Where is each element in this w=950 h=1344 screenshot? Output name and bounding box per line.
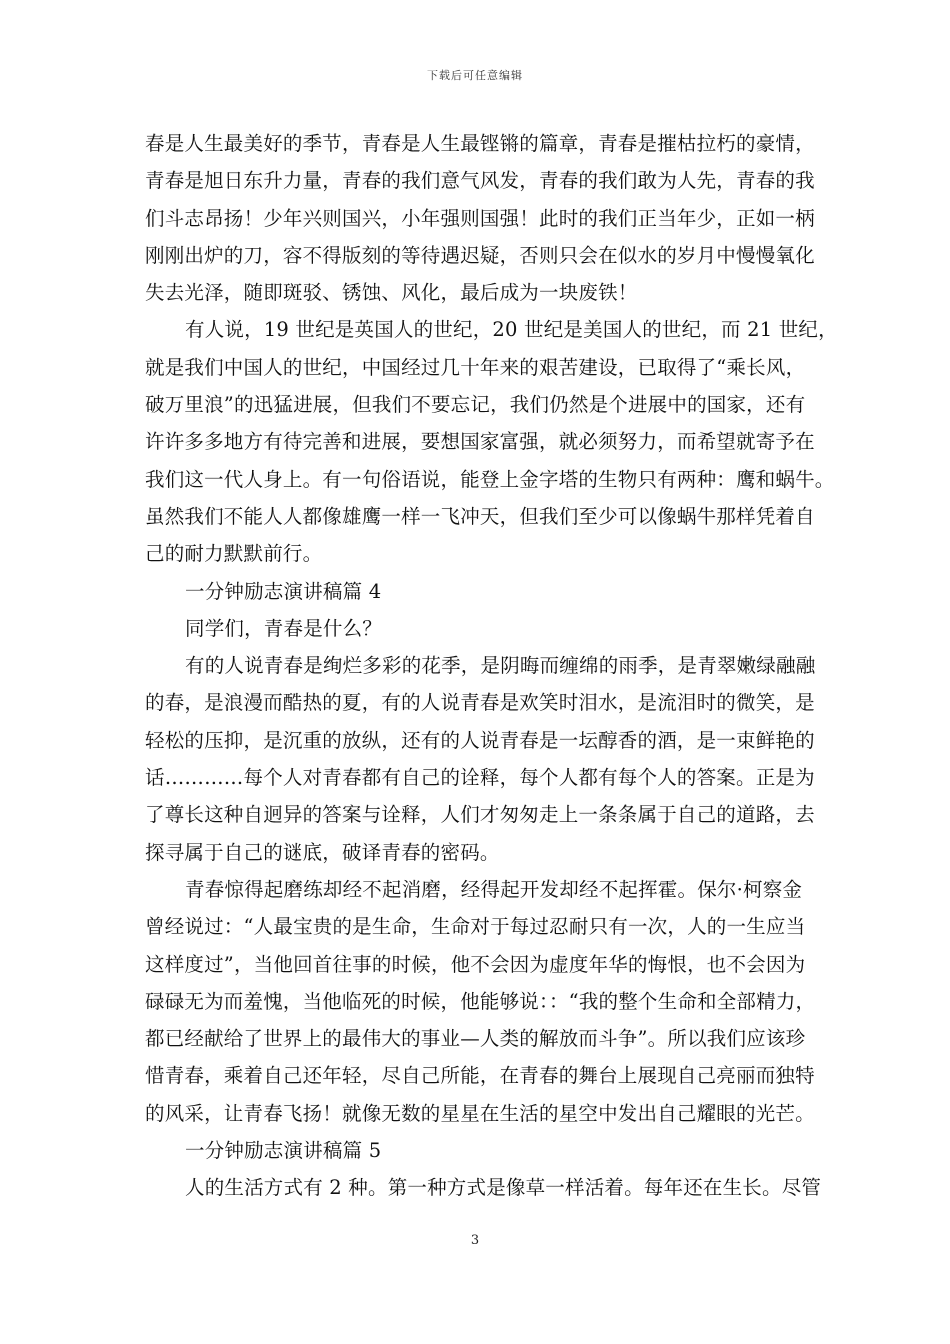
- text-line: 破万里浪”的迅猛进展，但我们不要忘记，我们仍然是个进展中的国家，还有: [145, 393, 806, 417]
- text-line: 就是我们中国人的世纪，中国经过几十年来的艰苦建设，已取得了“乘长风，: [145, 355, 806, 379]
- document-body: [145, 125, 838, 1207]
- text-line: 探寻属于自己的谜底，破译青春的密码。: [145, 840, 500, 864]
- text-line: 的春，是浪漫而酷热的夏，有的人说青春是欢笑时泪水，是流泪时的微笑，是: [145, 691, 815, 715]
- text-line: 同学们，青春是什么？: [185, 616, 383, 640]
- text-line: 碌碌无为而羞愧，当他临死的时候，他能够说：：“我的整个生命和全部精力，: [145, 989, 816, 1013]
- page-header: 下载后可任意编辑: [427, 69, 523, 82]
- text-line: 春是人生最美好的季节，青春是人生最铿锵的篇章，青春是摧枯拉朽的豪情，: [145, 132, 815, 155]
- text-line: 轻松的压抑，是沉重的放纵，还有的人说青春是一坛醇香的酒，是一束鲜艳的: [145, 728, 815, 752]
- text-line: 有的人说青春是绚烂多彩的花季，是阴晦而缠绵的雨季，是青翠嫩绿融融: [185, 654, 816, 678]
- section-heading: 一分钟励志演讲稿篇 4: [185, 579, 382, 603]
- text-line: 话…………每个人对青春都有自己的诠释，每个人都有每个人的答案。正是为: [145, 766, 815, 790]
- text-line: 曾经说过：“人最宝贵的是生命，生命对于每过忍耐只有一次，人的一生应当: [145, 915, 806, 939]
- text-line: 我们这一代人身上。有一句俗语说，能登上金字塔的生物只有两种：鹰和蜗牛。: [145, 467, 835, 491]
- page-number: 3: [470, 1233, 480, 1248]
- text-line: 了尊长这种自迥异的答案与诠释，人们才匆匆走上一条条属于自己的道路，去: [145, 803, 815, 827]
- text-line: 们斗志昂扬！少年兴则国兴，小年强则国强！此时的我们正当年少，正如一柄: [145, 206, 815, 230]
- text-line: 的风采，让青春飞扬！就像无数的星星在生活的星空中发出自己耀眼的光芒。: [145, 1101, 815, 1125]
- text-line: 许许多多地方有待完善和进展，要想国家富强，就必须努力，而希望就寄予在: [145, 430, 815, 454]
- text-line: 惜青春，乘着自己还年轻，尽自己所能，在青春的舞台上展现自己亮丽而独特: [145, 1064, 815, 1088]
- text-line: 有人说，19 世纪是英国人的世纪，20 世纪是美国人的世纪，而 21 世纪，: [185, 318, 838, 342]
- section-heading: 一分钟励志演讲稿篇 5: [185, 1139, 382, 1163]
- text-line: 己的耐力默默前行。: [145, 542, 323, 566]
- text-line: 人的生活方式有 2 种。第一种方式是像草一样活着。每年还在生长。尽管: [185, 1176, 822, 1200]
- text-line: 刚刚出炉的刀，容不得版刻的等待遇迟疑，否则只会在似水的岁月中慢慢氧化: [145, 243, 815, 267]
- text-line: 青春惊得起磨练却经不起消磨，经得起开发却经不起挥霍。保尔·柯察金: [185, 877, 803, 901]
- text-line: 都已经献给了世界上的最伟大的事业—人类的解放而斗争”。所以我们应该珍: [145, 1027, 806, 1051]
- text-line: 失去光泽，随即斑驳、锈蚀、风化，最后成为一块废铁！: [145, 281, 638, 305]
- text-line: 这样度过”，当他回首往事的时候，他不会因为虚度年华的悔恨，也不会因为: [145, 952, 806, 976]
- text-line: 青春是旭日东升力量，青春的我们意气风发，青春的我们敢为人先，青春的我: [145, 169, 815, 193]
- text-line: 虽然我们不能人人都像雄鹰一样一飞冲天，但我们至少可以像蜗牛那样凭着自: [145, 504, 815, 528]
